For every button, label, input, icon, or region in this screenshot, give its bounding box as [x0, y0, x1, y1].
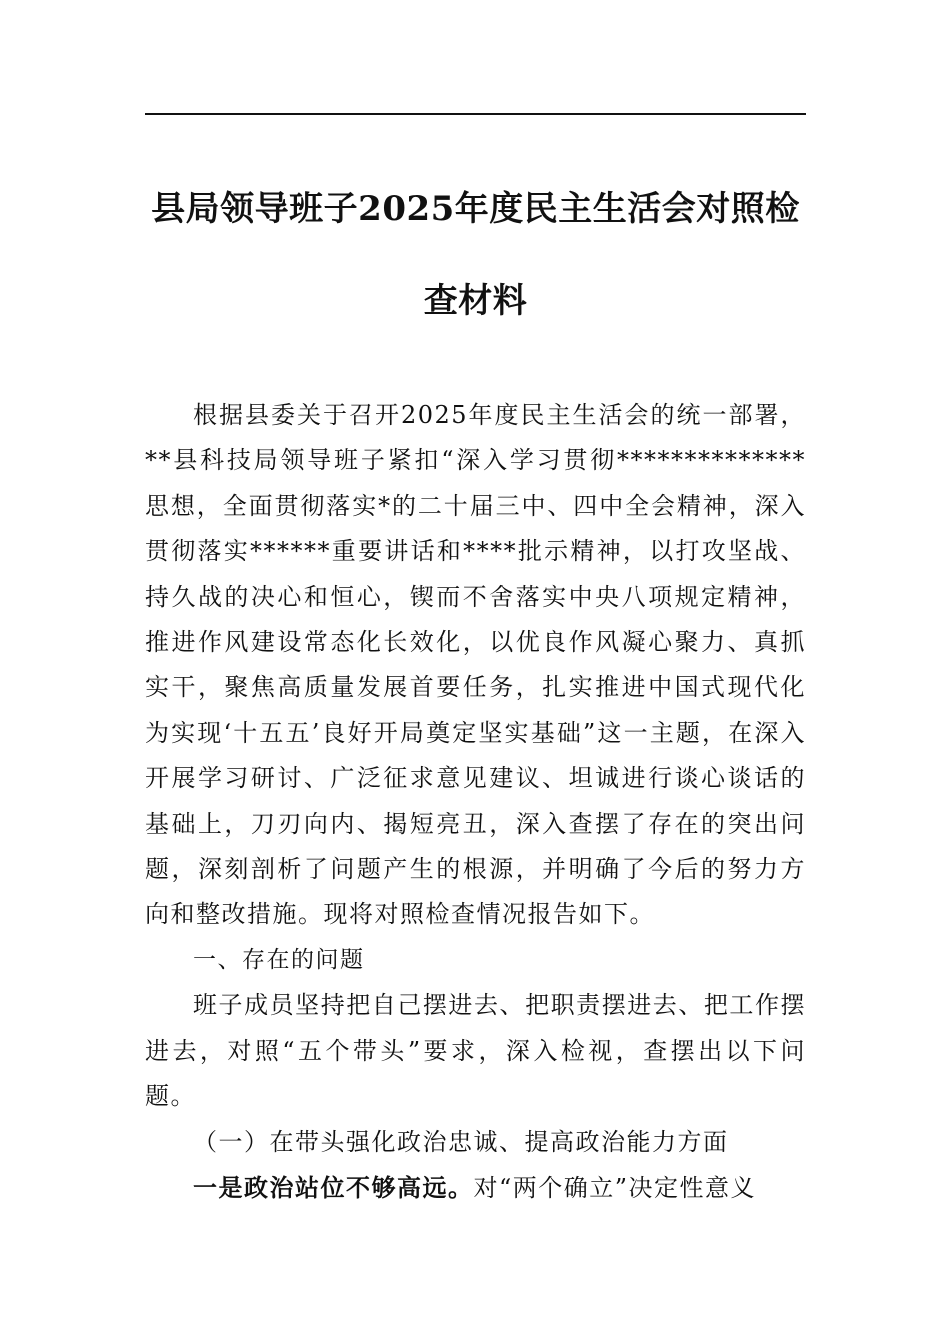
- point-paragraph: [145, 1165, 806, 1211]
- section-heading: 一、存在的问题: [193, 946, 365, 973]
- point-text: 对“两个确立”决定性意义: [473, 1173, 757, 1202]
- document-title: 县局领导班子2025年度民主生活会对照检查材料: [151, 189, 800, 321]
- section-intro-paragraph: 班子成员坚持把自己摆进去、把职责摆进去、把工作摆进去，对照“五个带头”要求，深入检视，查摆出以下问题。: [145, 991, 806, 1111]
- document-body: [145, 393, 806, 1211]
- intro-paragraph: 根据县委关于召开2025年度民主生活会的统一部署，**县科技局领导班子紧扣“深入学习贯彻**************思想，全面贯彻落实*的二十届三中、四中全会精神，深入贯彻落实******重要讲话和****批示精神，以打攻坚战、持久战的决心和恒心，锲而不舍落实中央八项规定精神，推进作风建设常态化长效化，以优良作风凝心聚力、真抓实干，聚焦高质量发展首要任务，扎实推进中国式现代化为实现‘十五五’良好开局奠定坚实基础”这一主题，在深入开展学习研讨、广泛征求意见建议、坦诚进行谈心谈话的基础上，刀刃向内、揭短亮丑，深入查摆了存在的突出问题，深刻剖析了问题产生的根源，并明确了今后的努力方向和整改措施。现将对照检查情况报告如下。: [145, 401, 806, 929]
- header-rule: [145, 113, 806, 115]
- subsection-heading: （一）在带头强化政治忠诚、提高政治能力方面: [193, 1127, 729, 1156]
- point-lead: 一是政治站位不够高远。: [193, 1172, 474, 1202]
